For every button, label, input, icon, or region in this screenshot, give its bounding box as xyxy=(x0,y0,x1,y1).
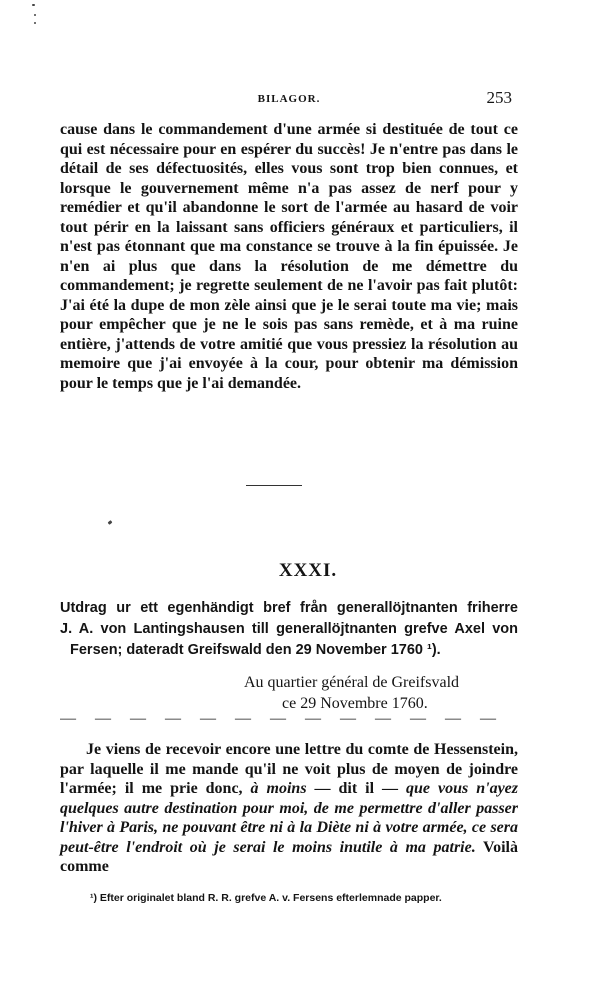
page-number: 253 xyxy=(486,88,512,107)
letter-italic-quote: que vous n'ayez quelques autre destination pour moi, de me permettre d'aller passer l'hiver à Paris, ne pouvant être ni à la Diète ni à votre armée, ce sera peut-être l'endroit où je serai le moins inutile à ma patrie. xyxy=(60,780,518,856)
page-header xyxy=(60,88,518,112)
stray-ink-mark xyxy=(108,520,113,525)
letter-opening: Je viens de recevoir encore une lettre du comte de Hessenstein, par laquelle il me mande qu'il ne voit plus de moyen de joindre l'armée; il me prie donc, xyxy=(60,741,518,797)
continued-paragraph: cause dans le commandement d'une armée si destituée de tout ce qui est nécessaire pour en espérer du succès! Je n'entre pas dans le détail de ses défectuosités, elles vous sont trop bien connues, et lorsque le gouvernement même n'a pas assez de nerf pour y remédier et qu'il abandonne le sort de l'armée au hasard de voir tout périr en la laissant sans officiers généraux et particuliers, il n'est pas étonnant que ma constance se trouve à la fin épuissée. Je n'en ai plus que dans la résolution de me démettre du commandement; je regrette seulement de ne l'avoir pas fait plutôt: J'ai été la dupe de mon zèle ainsi que je le serai toute ma vie; mais pour empêcher que je ne le sois pas sans remède, et à ma ruine entière, j'attends de votre amitié que vous pressiez la résolution au memoire que j'ai envoyée à la cour, pour obtenir ma démission pour le temps que je l'ai demandée. xyxy=(60,121,518,392)
letter-italic-phrase: à moins xyxy=(250,780,307,797)
letter-paragraph xyxy=(60,740,518,877)
letter-dateline xyxy=(244,672,494,714)
stray-ink-mark xyxy=(34,14,36,16)
stray-ink-mark xyxy=(32,4,35,6)
section-heading xyxy=(60,598,518,661)
stray-ink-mark xyxy=(34,22,36,24)
footnote: ¹) Efter originalet bland R. R. grefve A. v. Fersens efterlemnade papper. xyxy=(90,892,442,904)
letter-aside: — dit il — xyxy=(314,780,399,797)
section-separator xyxy=(246,485,302,486)
section-number: XXXI. xyxy=(278,560,338,581)
heading-line: Fersen; dateradt Greifswald den 29 November 1760 ¹). xyxy=(70,642,441,658)
letter-closing: Voilà comme xyxy=(60,838,518,875)
dateline-place: Au quartier général de Greifsvald xyxy=(244,674,460,691)
heading-line: Utdrag ur ett egenhändigt bref från generallöjtnanten friherre xyxy=(60,600,518,616)
running-title: BILAGOR. xyxy=(257,93,321,105)
omission-dashes: — — — — — — — — — — — — — xyxy=(60,710,504,727)
heading-line: J. A. von Lantingshausen till generallöjtnanten grefve Axel von xyxy=(60,621,518,637)
dateline-date: ce 29 Novembre 1760. xyxy=(282,695,428,712)
